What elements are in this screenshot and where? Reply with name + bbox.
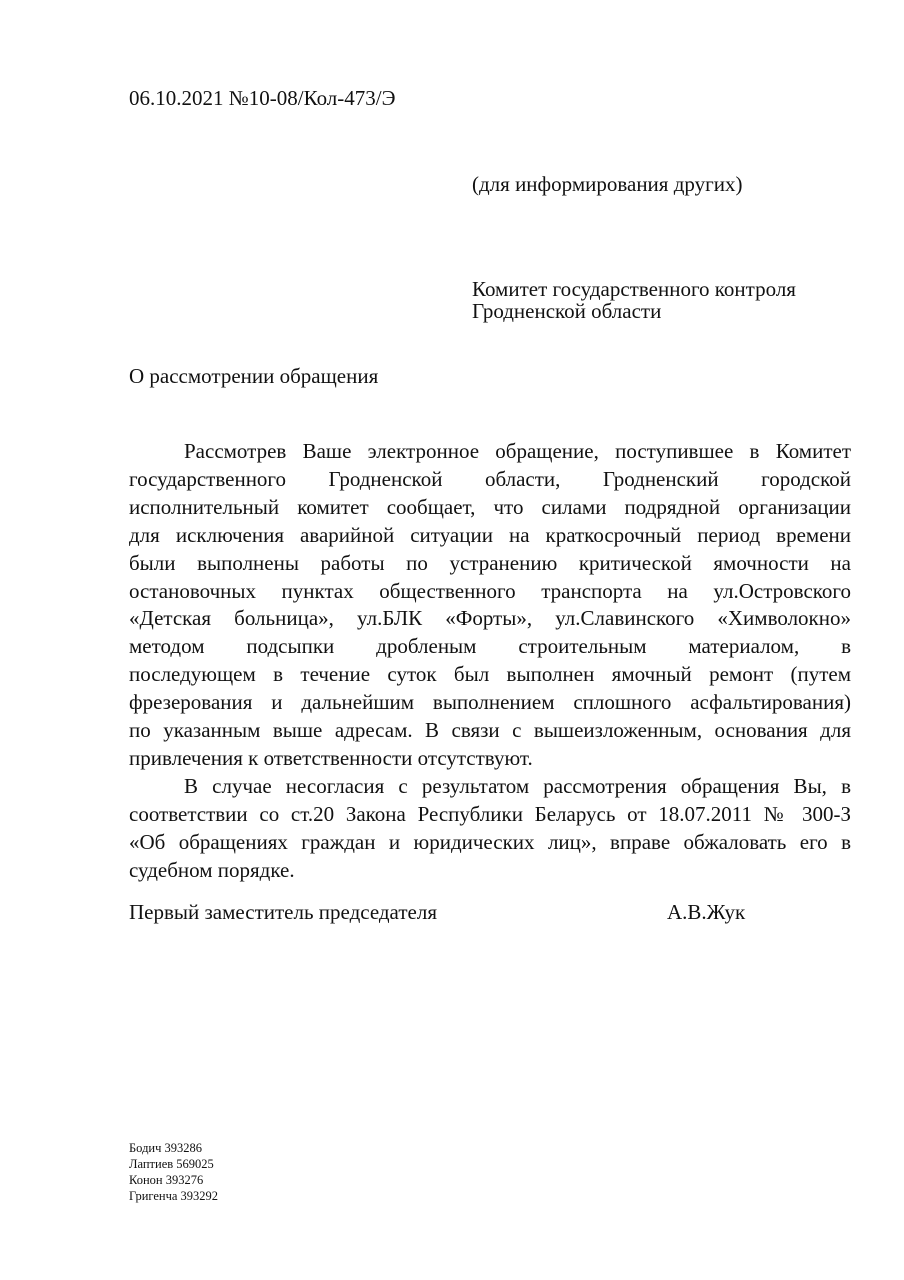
distribution-note: (для информирования других) — [472, 172, 743, 196]
subject-line: О рассмотрении обращения — [129, 364, 379, 388]
contact-item: Конон 393276 — [129, 1173, 204, 1187]
text-line: государственного Гродненской области, Гродненский городской — [129, 466, 851, 491]
text-line: методом подсыпки дробленым строительным материалом, в — [129, 634, 851, 659]
addressee-line-2: Гродненской области — [472, 299, 662, 323]
text-line: соответствии со ст.20 Закона Республики Беларусь от 18.07.2011 № 300-З — [129, 801, 851, 826]
addressee-line-1: Комитет государственного контроля — [472, 277, 796, 301]
text-line: по указанным выше адресам. В связи с вышеизложенным, основания для — [129, 718, 851, 743]
text-line: Рассмотрев Ваше электронное обращение, поступившее в Комитет — [184, 439, 851, 463]
text-line: фрезерования и дальнейшим выполнением сплошного асфальтирования) — [129, 690, 851, 715]
contact-item: Бодич 393286 — [129, 1141, 203, 1155]
paragraph-1 — [129, 438, 851, 773]
contact-item: Григенча 393292 — [129, 1189, 219, 1203]
text-line: остановочных пунктах общественного транспорта на ул.Островского — [129, 578, 851, 603]
text-line: привлечения к ответственности отсутствуют. — [129, 745, 533, 770]
signatory-name: А.В.Жук — [667, 900, 746, 924]
text-line: «Детская больница», ул.БЛК «Форты», ул.Славинского «Химволокно» — [129, 606, 851, 631]
text-line: для исключения аварийной ситуации на краткосрочный период времени — [129, 522, 851, 547]
paragraph-2 — [129, 773, 851, 885]
signatory-position: Первый заместитель председателя — [129, 900, 437, 924]
text-line: исполнительный комитет сообщает, что силами подрядной организации — [129, 494, 851, 519]
contact-item: Лаптиев 569025 — [129, 1157, 214, 1171]
text-line: В случае несогласия с результатом рассмотрения обращения Вы, в — [184, 773, 851, 798]
document-reference: 06.10.2021 №10-08/Кол-473/Э — [129, 86, 396, 110]
text-line: «Об обращениях граждан и юридических лиц», вправе обжаловать его в — [129, 829, 851, 854]
text-line: последующем в течение суток был выполнен ямочный ремонт (путем — [129, 662, 851, 687]
text-line: были выполнены работы по устранению критической ямочности на — [129, 550, 851, 575]
letter-body — [129, 438, 851, 885]
text-line: судебном порядке. — [129, 857, 295, 882]
contacts-list — [129, 1140, 218, 1204]
